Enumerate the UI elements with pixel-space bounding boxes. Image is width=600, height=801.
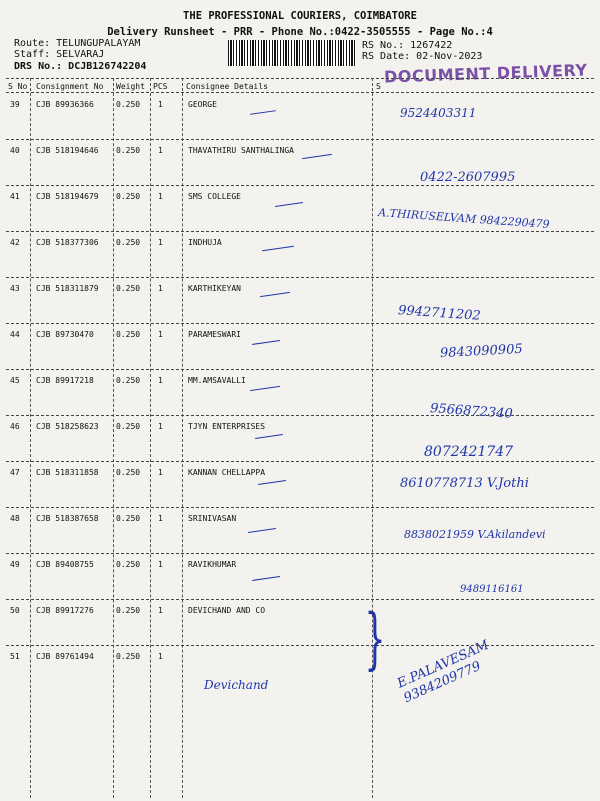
row-sno: 44 xyxy=(10,330,20,339)
document-title: THE PROFESSIONAL COURIERS, COIMBATORE xyxy=(183,10,417,22)
row-sno: 46 xyxy=(10,422,20,431)
row-consignee: THAVATHIRU SANTHALINGA xyxy=(188,146,294,155)
row-divider xyxy=(6,461,594,462)
row-weight: 0.250 xyxy=(116,376,141,385)
row-pcs: 1 xyxy=(158,514,163,523)
row-sno: 42 xyxy=(10,238,20,247)
row-pcs: 1 xyxy=(158,422,163,431)
row-weight: 0.250 xyxy=(116,238,141,247)
row-pcs: 1 xyxy=(158,146,163,155)
row-consignment: CJB 518258623 xyxy=(36,422,99,431)
row-consignment: CJB 518194646 xyxy=(36,146,99,155)
row-signature: 9566872340 xyxy=(429,401,514,422)
row-signature: 9524403311 xyxy=(400,106,477,120)
row-weight: 0.250 xyxy=(116,284,141,293)
col-sno: S No xyxy=(8,82,28,91)
row-sno: 45 xyxy=(10,376,20,385)
row-pcs: 1 xyxy=(158,100,163,109)
row-sno: 39 xyxy=(10,100,20,109)
row-weight: 0.250 xyxy=(116,146,141,155)
row-signature: 8610778713 V.Jothi xyxy=(400,476,529,491)
row-sno: 41 xyxy=(10,192,20,201)
row-signature: 8072421747 xyxy=(424,444,514,460)
row-divider xyxy=(6,277,594,278)
document-delivery-stamp: DOCUMENT DELIVERY xyxy=(383,60,588,87)
row-pcs: 1 xyxy=(158,284,163,293)
staff-label: Staff: SELVARAJ xyxy=(14,49,105,60)
col-consignee: Consignee Details xyxy=(186,82,268,91)
document-subtitle: Delivery Runsheet - PRR - Phone No.:0422-3505555 - Page No.:4 xyxy=(107,26,493,38)
header-divider-top xyxy=(6,78,594,79)
row-consignment: CJB 518387658 xyxy=(36,514,99,523)
row-divider xyxy=(6,553,594,554)
row-weight: 0.250 xyxy=(116,330,141,339)
row-sno: 50 xyxy=(10,606,20,615)
row-weight: 0.250 xyxy=(116,100,141,109)
row-pcs: 1 xyxy=(158,560,163,569)
col-consignment: Consignment No xyxy=(36,82,104,91)
row-consignee: TJYN ENTERPRISES xyxy=(188,422,266,431)
row-consignee: MM.AMSAVALLI xyxy=(188,376,246,385)
row-weight: 0.250 xyxy=(116,192,141,201)
brace-mark: } xyxy=(364,600,386,677)
row-sno: 43 xyxy=(10,284,20,293)
row-weight: 0.250 xyxy=(116,514,141,523)
row-sno: 48 xyxy=(10,514,20,523)
row-pcs: 1 xyxy=(158,606,163,615)
row-divider xyxy=(6,415,594,416)
row-divider xyxy=(6,507,594,508)
drs-label: DRS No.: DCJB126742204 xyxy=(14,61,147,72)
row-divider xyxy=(6,185,594,186)
row-sno: 40 xyxy=(10,146,20,155)
row-sno: 51 xyxy=(10,652,20,661)
row-signature: E.PALAVESAM 9384209779 xyxy=(395,637,492,707)
row-consignee: RAVIKHUMAR xyxy=(188,560,237,569)
row-consignment: CJB 89761494 xyxy=(36,652,94,661)
row-divider xyxy=(6,139,594,140)
row-consignee: DEVICHAND AND CO xyxy=(188,606,266,615)
row-consignment: CJB 89730470 xyxy=(36,330,94,339)
row-consignee: SRINIVASAN xyxy=(188,514,237,523)
row-divider xyxy=(6,231,594,232)
row-pcs: 1 xyxy=(158,238,163,247)
row-divider xyxy=(6,645,594,646)
row-pcs: 1 xyxy=(158,376,163,385)
row-signature: 9942711202 xyxy=(397,303,482,324)
row-consignment: CJB 89917276 xyxy=(36,606,94,615)
row-consignment: CJB 518377306 xyxy=(36,238,99,247)
header-divider-bottom xyxy=(6,92,594,93)
row-sno: 49 xyxy=(10,560,20,569)
col-weight: Weight xyxy=(116,82,145,91)
row-signature: 9843090905 xyxy=(439,341,524,362)
row-consignment: CJB 89408755 xyxy=(36,560,94,569)
row-signature: A.THIRUSELVAM 9842290479 xyxy=(377,206,550,231)
row-divider xyxy=(6,599,594,600)
row-consignment: CJB 518311879 xyxy=(36,284,99,293)
row-consignment: CJB 89917218 xyxy=(36,376,94,385)
row-consignee: KANNAN CHELLAPPA xyxy=(188,468,266,477)
row-divider xyxy=(6,369,594,370)
row-weight: 0.250 xyxy=(116,606,141,615)
col-pcs: PCS xyxy=(153,82,168,91)
row-signature: 8838021959 V.Akilandevi xyxy=(404,528,546,541)
row-pcs: 1 xyxy=(158,330,163,339)
row-weight: 0.250 xyxy=(116,560,141,569)
row-consignee: INDHUJA xyxy=(188,238,222,247)
row-consignment: CJB 518194679 xyxy=(36,192,99,201)
row-divider xyxy=(6,323,594,324)
row-consignment: CJB 89936366 xyxy=(36,100,94,109)
barcode-image xyxy=(228,40,356,66)
row-signature: Devichand xyxy=(204,678,269,692)
row-consignment: CJB 518311858 xyxy=(36,468,99,477)
rs-date: RS Date: 02-Nov-2023 xyxy=(362,51,483,62)
rs-number: RS No.: 1267422 xyxy=(362,40,453,51)
table-row xyxy=(0,652,600,698)
row-signature: 9489116161 xyxy=(460,584,524,595)
row-consignee: GEORGE xyxy=(188,100,217,109)
row-weight: 0.250 xyxy=(116,422,141,431)
row-sno: 47 xyxy=(10,468,20,477)
row-weight: 0.250 xyxy=(116,652,141,661)
route-label: Route: TELUNGUPALAYAM xyxy=(14,38,141,49)
row-consignee: PARAMESWARI xyxy=(188,330,241,339)
col-signature: S xyxy=(376,82,381,91)
row-consignee: SMS COLLEGE xyxy=(188,192,241,201)
row-signature: 0422-2607995 xyxy=(420,170,516,185)
row-weight: 0.250 xyxy=(116,468,141,477)
row-pcs: 1 xyxy=(158,192,163,201)
row-pcs: 1 xyxy=(158,652,163,661)
row-pcs: 1 xyxy=(158,468,163,477)
row-consignee: KARTHIKEYAN xyxy=(188,284,241,293)
